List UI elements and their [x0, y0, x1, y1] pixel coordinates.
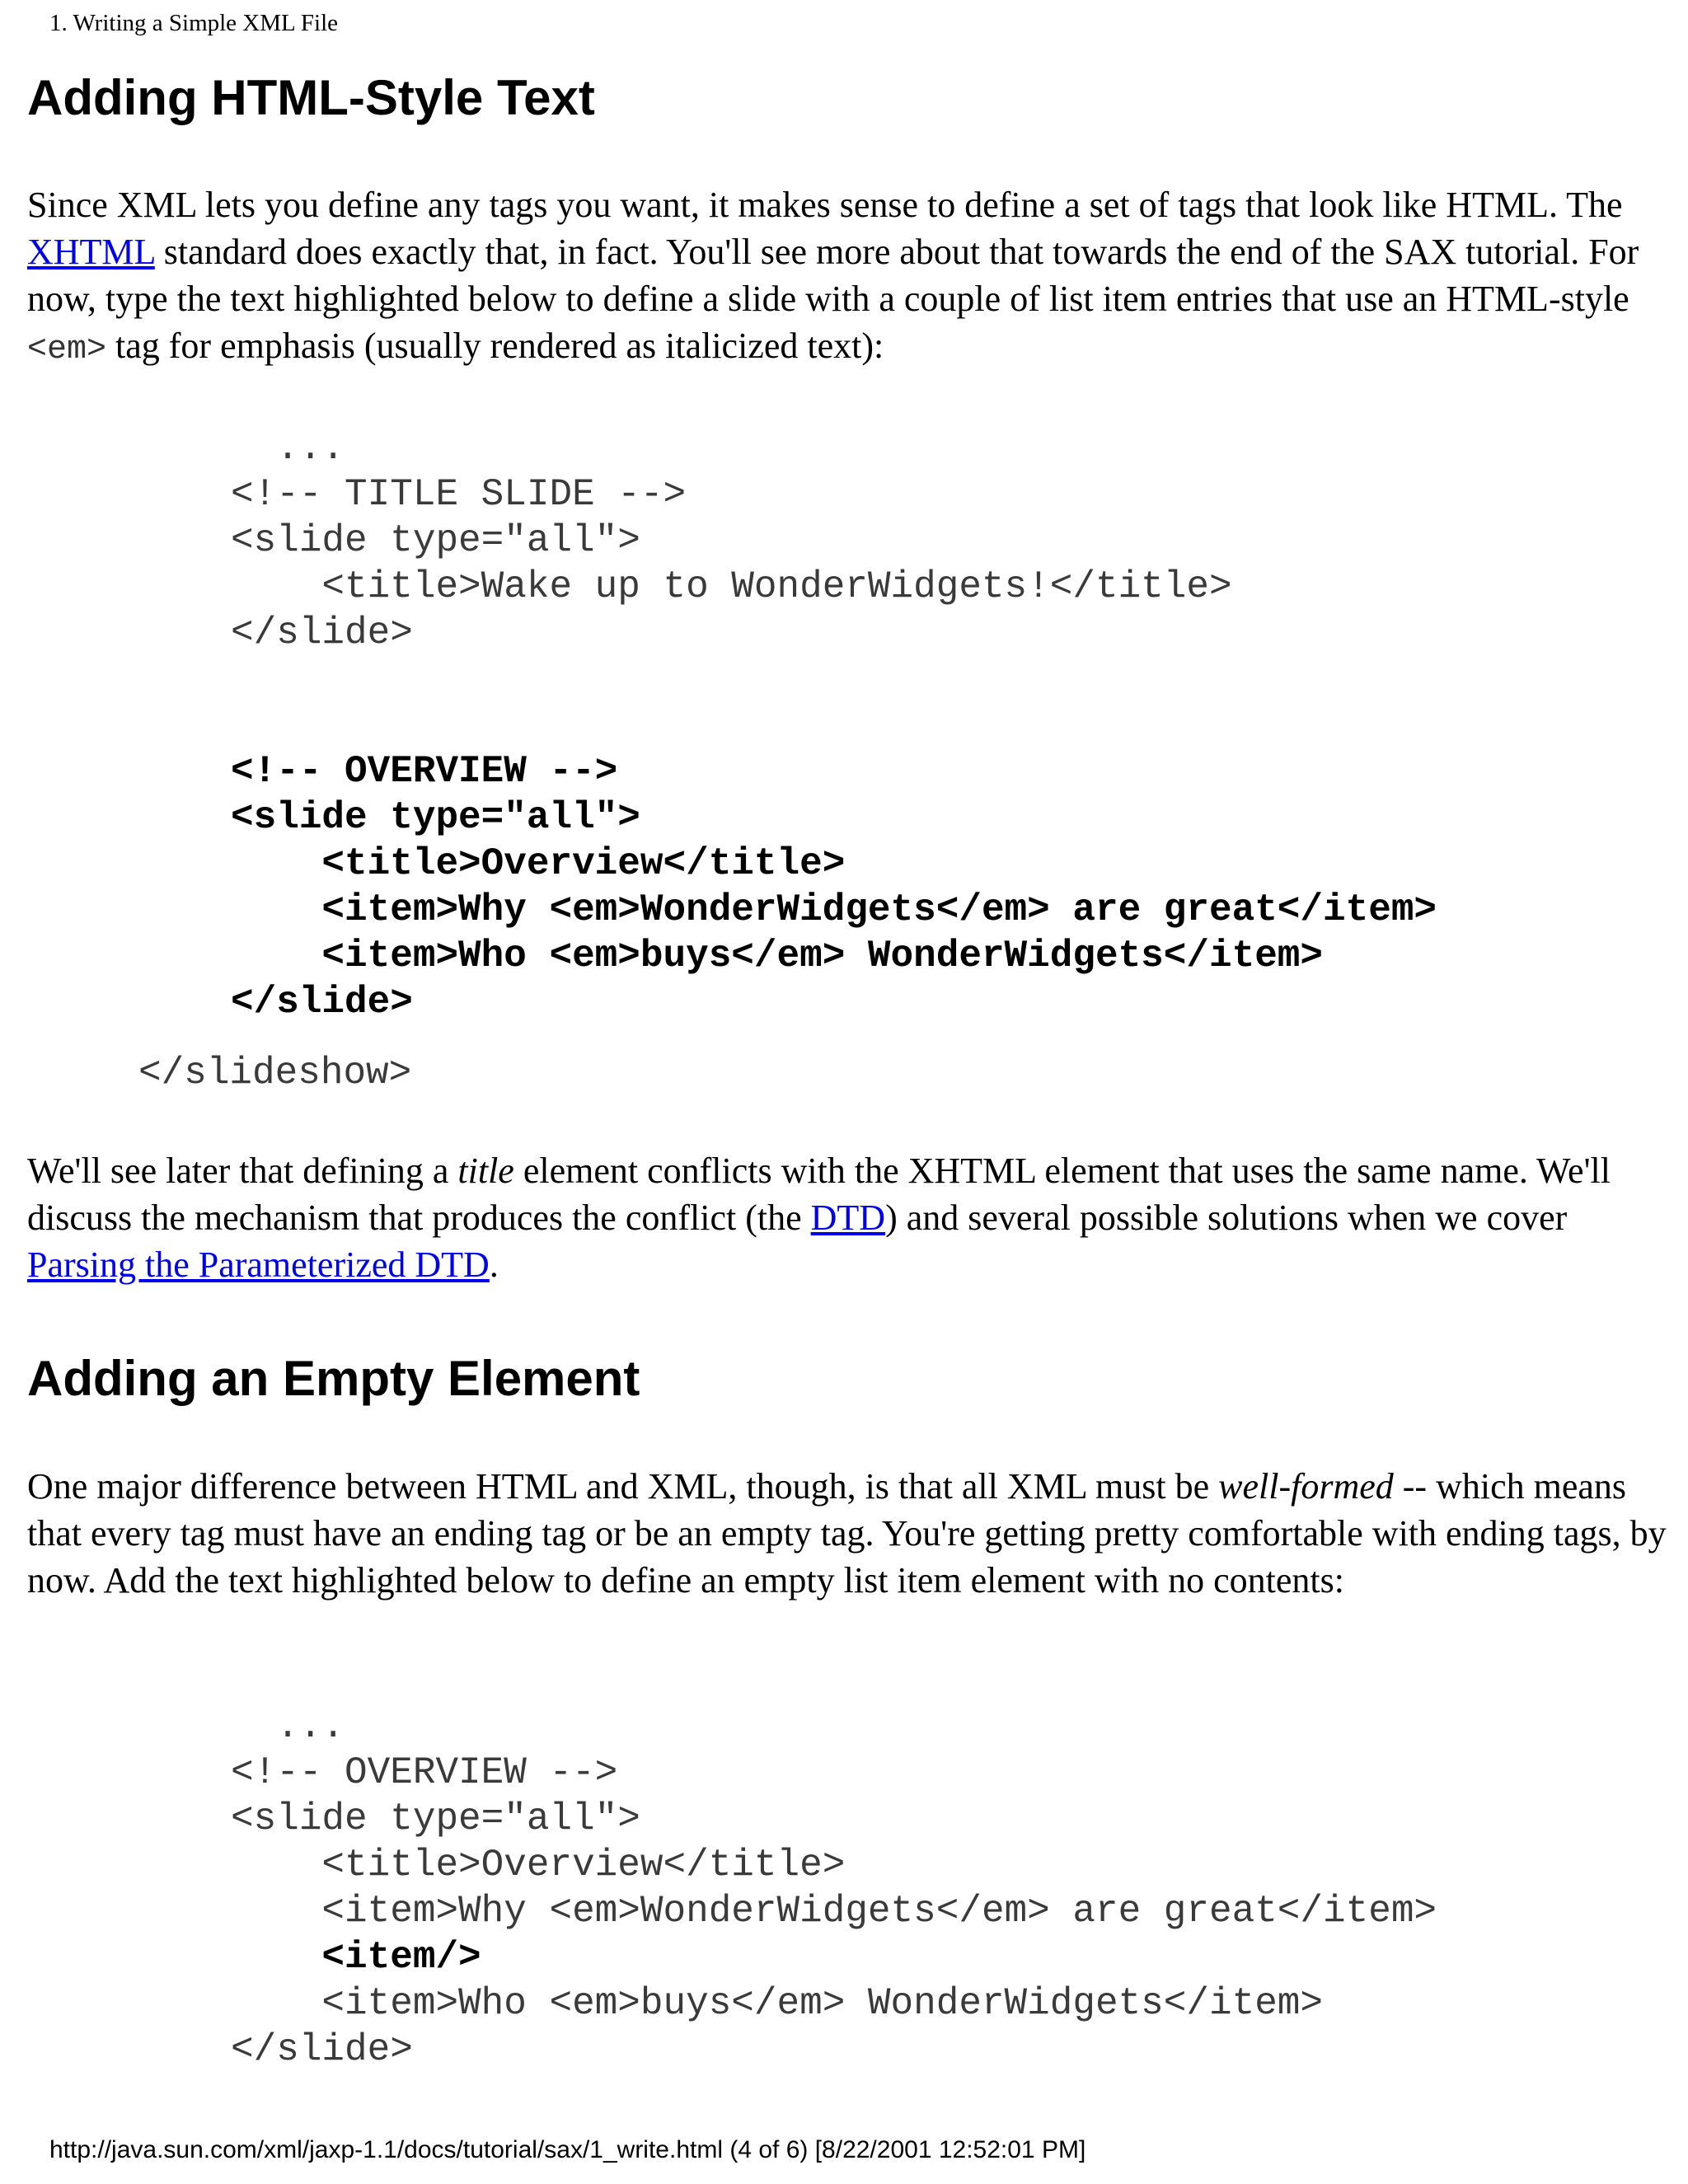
conflict-paragraph: We'll see later that defining a title element conflicts with the XHTML element that uses the same name. We'll discuss the mechanism that produces the conflict (the DTD) and several possible solutions when we cover Parsing the Parameterized DTD.: [27, 1151, 1611, 1285]
page-breadcrumb: 1. Writing a Simple XML File: [49, 10, 339, 36]
intro-paragraph: Since XML lets you define any tags you want, it makes sense to define a set of tags that look like HTML. The XHTML standard does exactly that, in fact. You'll see more about that towards the end of the SAX tutorial. For now, type the text highlighted below to define a slide with a couple of list item entries that use an HTML-style <em> tag for emphasis (usually rendered as italicized text):: [27, 185, 1639, 368]
xhtml-link[interactable]: XHTML: [27, 232, 155, 272]
highlighted-code: <item/>: [231, 1936, 481, 1979]
section-heading-html-style-text: Adding HTML-Style Text: [27, 70, 595, 125]
section-heading-empty-element: Adding an Empty Element: [27, 1351, 640, 1406]
page-footer-url: http://java.sun.com/xml/jaxp-1.1/docs/tutorial/sax/1_write.html (4 of 6) [8/22/2001 12:52:01 PM]: [49, 2136, 1086, 2163]
inline-code-em: <em>: [27, 331, 107, 368]
code-block-empty-element: ... <!-- OVERVIEW --> <slide type="all"> <title>Overview</title> <item>Why <em>WonderWidgets</em> are great</item> <item/> <item>Who <em>buys</em> WonderWidgets</item> </slide>: [231, 1705, 1437, 2071]
code-closing-slideshow: </slideshow>: [138, 1052, 412, 1094]
empty-element-paragraph: One major difference between HTML and XML, though, is that all XML must be well-formed -- which means that every tag must have an ending tag or be an empty tag. You're getting pretty comfortable with ending tags, by now. Add the text highlighted below to define an empty list item element with no contents:: [27, 1466, 1667, 1601]
highlighted-code: <!-- OVERVIEW -->: [231, 750, 618, 793]
dtd-link[interactable]: DTD: [810, 1197, 886, 1238]
code-block-html-style: ... <!-- TITLE SLIDE --> <slide type="all"> <title>Wake up to WonderWidgets!</title> </slide> <!-- OVERVIEW --> <slide type="all"> <title>Overview</title> <item>Why <em>WonderWidgets</em> are great</item> <item>Who <em>buys</em> WonderWidgets</item> </slide>: [231, 427, 1437, 1024]
parameterized-dtd-link[interactable]: Parsing the Parameterized DTD: [27, 1244, 490, 1285]
